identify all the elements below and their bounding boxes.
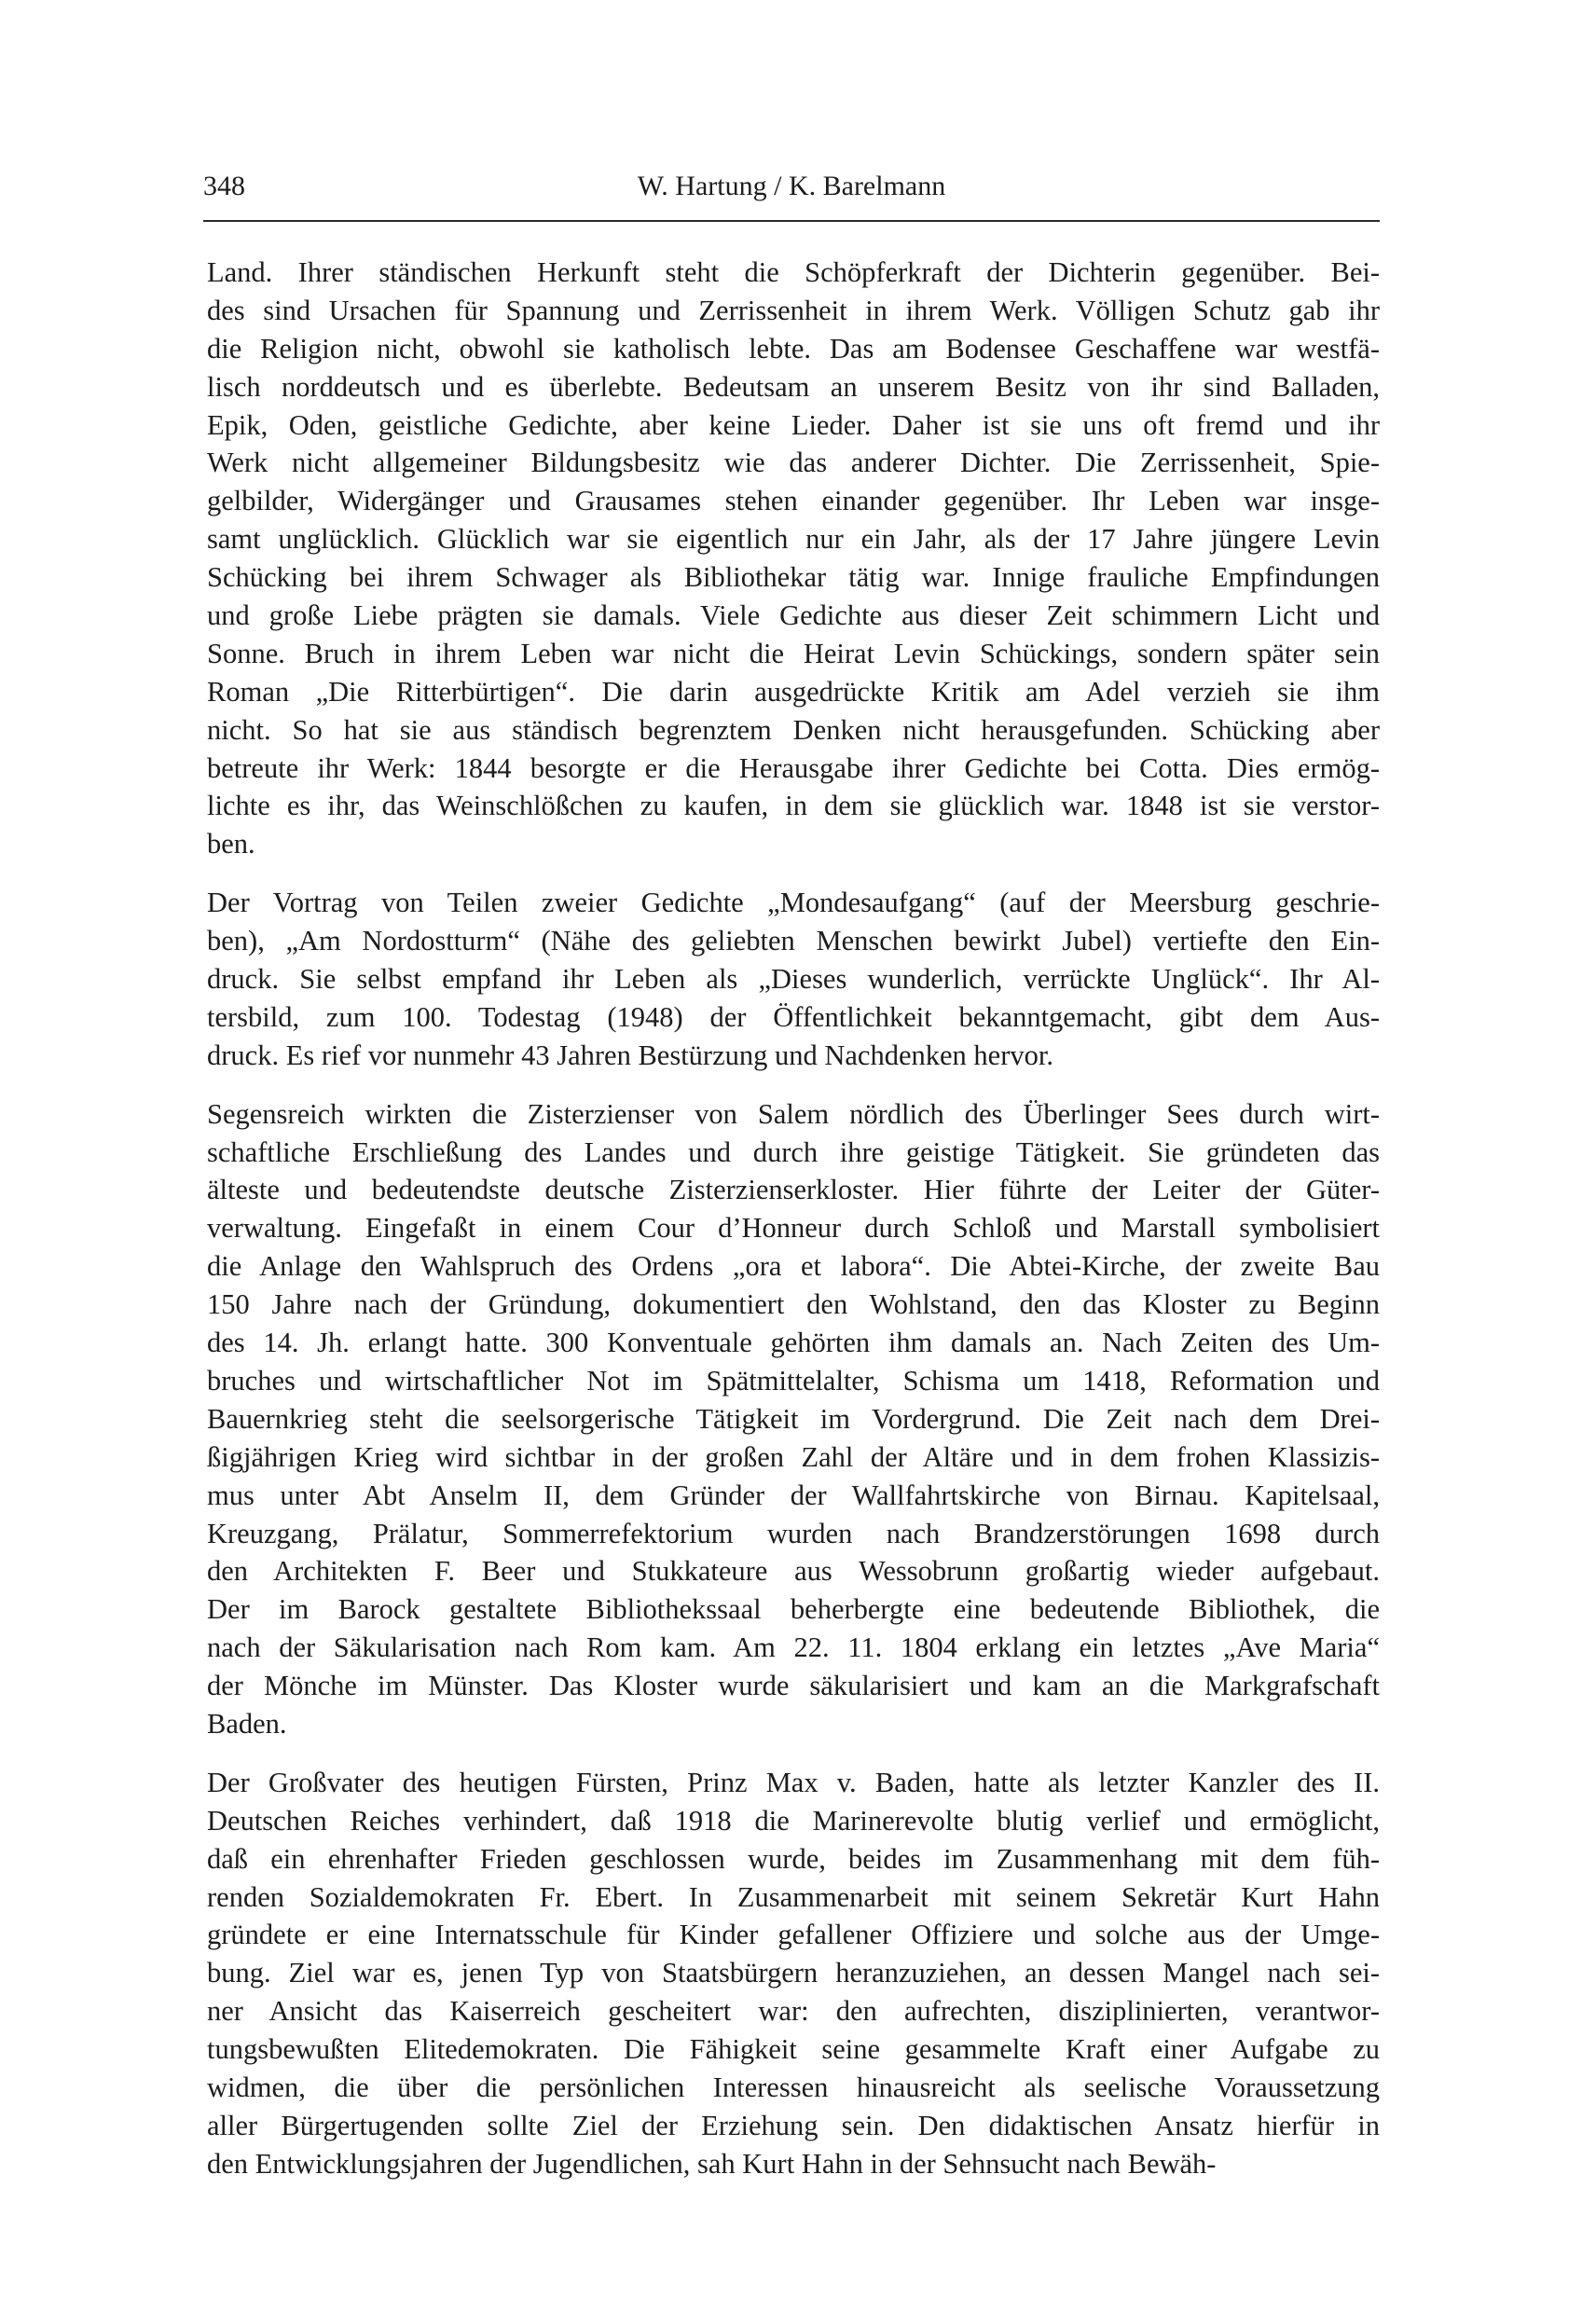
text-line: tersbild, zum 100. Todestag (1948) der Öffentlichkeit bekanntgemacht, gibt dem Aus- bbox=[207, 1000, 1380, 1033]
text-line: widmen, die über die persönlichen Interessen hinausreicht als seelische Voraussetzung bbox=[207, 2071, 1380, 2103]
text-line: älteste und bedeutendste deutsche Zisterzienserkloster. Hier führte der Leiter der Güter- bbox=[207, 1174, 1380, 1206]
text-line: lisch norddeutsch und es überlebte. Bedeutsam an unserem Besitz von ihr sind Balladen, bbox=[207, 370, 1380, 403]
text-line: ner Ansicht das Kaiserreich gescheitert war: den aufrechten, disziplinierten, verantwor- bbox=[207, 1995, 1380, 2028]
text-line: Epik, Oden, geistliche Gedichte, aber keine Lieder. Daher ist sie uns oft fremd und ihr bbox=[207, 408, 1380, 441]
text-line: die Anlage den Wahlspruch des Ordens „ora et labora“. Die Abtei-Kirche, der zweite Bau bbox=[207, 1250, 1380, 1283]
text-line: samt unglücklich. Glücklich war sie eigentlich nur ein Jahr, als der 17 Jahre jüngere Levin bbox=[207, 523, 1380, 556]
text-line: des 14. Jh. erlangt hatte. 300 Konventuale gehörten ihm damals an. Nach Zeiten des Um- bbox=[207, 1327, 1380, 1359]
text-line: gründete er eine Internatsschule für Kinder gefallener Offiziere und solche aus der Umge- bbox=[207, 1919, 1380, 1951]
text-line: der Mönche im Münster. Das Kloster wurde säkularisiert und kam an die Markgrafschaft bbox=[207, 1670, 1380, 1702]
text-line: Der im Barock gestaltete Bibliothekssaal beherbergte eine bedeutende Bibliothek, die bbox=[207, 1593, 1380, 1626]
paragraph bbox=[207, 1095, 1380, 1743]
text-line: den Architekten F. Beer und Stukkateure aus Wessobrunn großartig wieder aufgebaut. bbox=[207, 1555, 1380, 1588]
text-line: aller Bürgertugenden sollte Ziel der Erziehung sein. Den didaktischen Ansatz hierfür in bbox=[207, 2109, 1380, 2141]
text-line: renden Sozialdemokraten Fr. Ebert. In Zusammenarbeit mit seinem Sekretär Kurt Hahn bbox=[207, 1880, 1380, 1913]
text-line: und große Liebe prägten sie damals. Viele Gedichte aus dieser Zeit schimmern Licht und bbox=[207, 599, 1380, 632]
text-line: des sind Ursachen für Spannung und Zerrissenheit in ihrem Werk. Völligen Schutz gab ihr bbox=[207, 294, 1380, 326]
page-number: 348 bbox=[203, 171, 245, 201]
text-line: Deutschen Reiches verhindert, daß 1918 die Marinerevolte blutig verlief und ermöglicht, bbox=[207, 1804, 1380, 1837]
text-line: betreute ihr Werk: 1844 besorgte er die Herausgabe ihrer Gedichte bei Cotta. Dies ermög- bbox=[207, 751, 1380, 784]
text-line: Roman „Die Ritterbürtigen“. Die darin ausgedrückte Kritik am Adel verzieh sie ihm bbox=[207, 675, 1380, 708]
text-line: den Entwicklungsjahren der Jugendlichen, sah Kurt Hahn in der Sehnsucht nach Bewäh- bbox=[207, 2147, 1217, 2180]
text-line: ßigjährigen Krieg wird sichtbar in der großen Zahl der Altäre und in dem frohen Klassizis- bbox=[207, 1440, 1380, 1473]
paragraph bbox=[207, 1764, 1380, 2183]
text-line: 150 Jahre nach der Gründung, dokumentiert den Wohlstand, den das Kloster zu Beginn bbox=[207, 1288, 1380, 1321]
paragraph bbox=[207, 254, 1380, 863]
text-line: Schücking bei ihrem Schwager als Bibliothekar tätig war. Innige frauliche Empfindungen bbox=[207, 561, 1380, 594]
text-line: Baden. bbox=[207, 1707, 287, 1740]
body-text bbox=[207, 254, 1380, 2204]
text-line: verwaltung. Eingefaßt in einem Cour d’Honneur durch Schloß und Marstall symbolisiert bbox=[207, 1212, 1380, 1245]
text-line: Der Vortrag von Teilen zweier Gedichte „Mondesaufgang“ (auf der Meersburg geschrie- bbox=[207, 887, 1380, 919]
text-line: daß ein ehrenhafter Frieden geschlossen wurde, beides im Zusammenhang mit dem füh- bbox=[207, 1842, 1380, 1875]
text-line: mus unter Abt Anselm II, dem Gründer der Wallfahrtskirche von Birnau. Kapitelsaal, bbox=[207, 1479, 1380, 1511]
text-line: tungsbewußten Elitedemokraten. Die Fähigkeit seine gesammelte Kraft einer Aufgabe zu bbox=[207, 2033, 1380, 2066]
text-line: gelbilder, Widergänger und Grausames stehen einander gegenüber. Ihr Leben war insge- bbox=[207, 485, 1380, 517]
text-line: die Religion nicht, obwohl sie katholisch lebte. Das am Bodensee Geschaffene war westfä- bbox=[207, 332, 1380, 365]
text-line: nicht. So hat sie aus ständisch begrenztem Denken nicht herausgefunden. Schücking aber bbox=[207, 713, 1380, 746]
text-line: Segensreich wirkten die Zisterzienser von Salem nördlich des Überlinger Sees durch wirt- bbox=[207, 1097, 1380, 1130]
paragraph bbox=[207, 884, 1380, 1074]
text-line: lichte es ihr, das Weinschlößchen zu kaufen, in dem sie glücklich war. 1848 ist sie verstor- bbox=[207, 790, 1380, 822]
text-line: Der Großvater des heutigen Fürsten, Prinz Max v. Baden, hatte als letzter Kanzler des II. bbox=[207, 1766, 1380, 1798]
text-line: Sonne. Bruch in ihrem Leben war nicht die Heirat Levin Schückings, sondern später sein bbox=[207, 637, 1380, 669]
text-line: bruches und wirtschaftlicher Not im Spätmittelalter, Schisma um 1418, Reformation und bbox=[207, 1364, 1380, 1397]
text-line: nach der Säkularisation nach Rom kam. Am 22. 11. 1804 erklang ein letztes „Ave Maria“ bbox=[207, 1631, 1380, 1664]
text-line: Werk nicht allgemeiner Bildungsbesitz wie das anderer Dichter. Die Zerrissenheit, Spie- bbox=[207, 447, 1380, 479]
text-line: druck. Sie selbst empfand ihr Leben als „Dieses wunderlich, verrückte Unglück“. Ihr Al- bbox=[207, 963, 1380, 996]
running-head bbox=[203, 168, 1380, 205]
running-head-authors: W. Hartung / K. Barelmann bbox=[637, 171, 946, 201]
text-line: schaftliche Erschließung des Landes und durch ihre geistige Tätigkeit. Sie gründeten das bbox=[207, 1135, 1380, 1168]
text-line: Bauernkrieg steht die seelsorgerische Tätigkeit im Vordergrund. Die Zeit nach dem Drei- bbox=[207, 1402, 1380, 1435]
text-line: ben. bbox=[207, 828, 255, 860]
text-line: bung. Ziel war es, jenen Typ von Staatsbürgern heranzuziehen, an dessen Mangel nach sei- bbox=[207, 1957, 1380, 1989]
header-rule bbox=[203, 220, 1380, 222]
text-line: ben), „Am Nordostturm“ (Nähe des geliebten Menschen bewirkt Jubel) vertiefte den Ein- bbox=[207, 925, 1380, 957]
text-line: Land. Ihrer ständischen Herkunft steht die Schöpferkraft der Dichterin gegenüber. Bei- bbox=[207, 256, 1380, 288]
text-line: druck. Es rief vor nunmehr 43 Jahren Bestürzung und Nachdenken hervor. bbox=[207, 1039, 1053, 1071]
text-line: Kreuzgang, Prälatur, Sommerrefektorium wurden nach Brandzerstörungen 1698 durch bbox=[207, 1517, 1380, 1549]
